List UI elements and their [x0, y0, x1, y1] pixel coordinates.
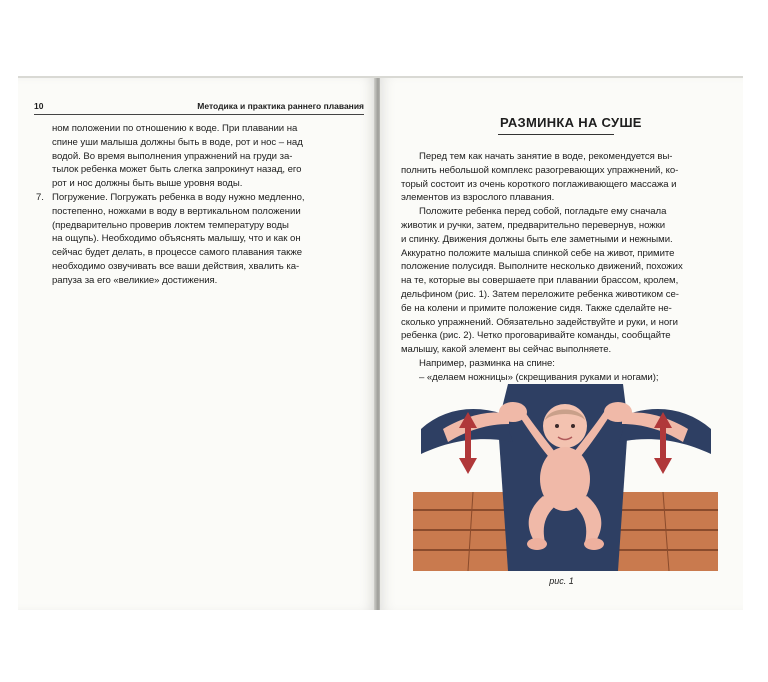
- title-underline: [498, 134, 614, 135]
- text-line: Аккуратно положите малыша спинкой себе на живот, примите: [401, 247, 675, 259]
- text-line: Например, разминка на спине:: [419, 357, 555, 369]
- text-line: (предварительно проверив локтем температуру воды: [52, 219, 289, 231]
- text-line: ребенка (рис. 2). Четко проговаривайте команды, сообщайте: [401, 330, 671, 342]
- text-line: сейчас будет делать, в процессе самого плавания также: [52, 247, 302, 259]
- right-page: [380, 78, 743, 610]
- text-line: малышу, какой элемент вы сейчас выполняете.: [401, 344, 612, 356]
- text-line: бе на колени и примите положение сидя. Также сделайте не-: [401, 302, 672, 314]
- text-line: рот и нос должны быть выше уровня воды.: [52, 178, 243, 190]
- text-line: Положите ребенка перед собой, погладьте ему сначала: [419, 206, 667, 218]
- illustration: [413, 384, 718, 571]
- text-line: рапуза за его «великие» достижения.: [52, 274, 218, 286]
- text-line: дельфином (рис. 1). Затем переложите ребенка животиком се-: [401, 288, 679, 300]
- text-line: животик и ручки, затем, предварительно перевернув, ножки: [401, 219, 666, 231]
- text-line: и спинку. Движения должны быть еле заметными и нежными.: [401, 233, 673, 245]
- text-line: ном положении по отношению к воде. При плавании на: [52, 123, 298, 134]
- text-line: необходимо озвучивать все ваши действия, хвалить ка-: [52, 260, 300, 272]
- list-item: – «делаем ножницы» (скрещивания руками и ногами);: [419, 371, 659, 383]
- text-line: постепенно, ножками в воду в вертикальном положении: [52, 205, 301, 217]
- list-item-number: 7.: [36, 191, 44, 203]
- left-page: [18, 78, 376, 610]
- text-line: полнить небольшой комплекс разогревающих упражнений, ко-: [401, 164, 679, 176]
- text-line: Перед тем как начать занятие в воде, рекомендуется вы-: [419, 151, 673, 162]
- section-title: РАЗМИНКА НА СУШЕ: [500, 115, 642, 130]
- text-line: элементов из взрослого плавания.: [401, 192, 555, 204]
- text-line: Погружение. Погружать ребенка в воду нужно медленно,: [52, 191, 305, 203]
- text-line: на те, которые вы совершаете при плавании брассом, кролем,: [401, 275, 679, 287]
- text-line: торый состоит из очень короткого поглаживающего массажа и: [401, 178, 677, 190]
- text-line: тылок ребенка может быть слегка запрокинут назад, его: [52, 164, 302, 176]
- left-page-text: [36, 122, 372, 288]
- illustration-baby-exercise: [413, 384, 718, 571]
- text-line: сколько упражнений. Обязательно задействуйте и руки, и ноги: [401, 316, 678, 328]
- list-item-7: [36, 191, 372, 288]
- running-head-title: Методика и практика раннего плавания: [197, 101, 364, 111]
- figure-caption: рис. 1: [549, 576, 574, 586]
- text-line: водой. Во время выполнения упражнений на груди за-: [52, 150, 293, 162]
- text-line: на ощупь). Необходимо объяснять малышу, что и как он: [52, 233, 301, 245]
- open-book: [18, 78, 743, 610]
- text-line: спине уши малыша должны быть в воде, рот и нос – над: [52, 136, 303, 148]
- page-number: 10: [34, 101, 44, 111]
- right-page-text: [401, 150, 731, 385]
- running-head: [34, 100, 364, 115]
- text-line: положение полусидя. Выполните несколько движений, похожих: [401, 261, 683, 273]
